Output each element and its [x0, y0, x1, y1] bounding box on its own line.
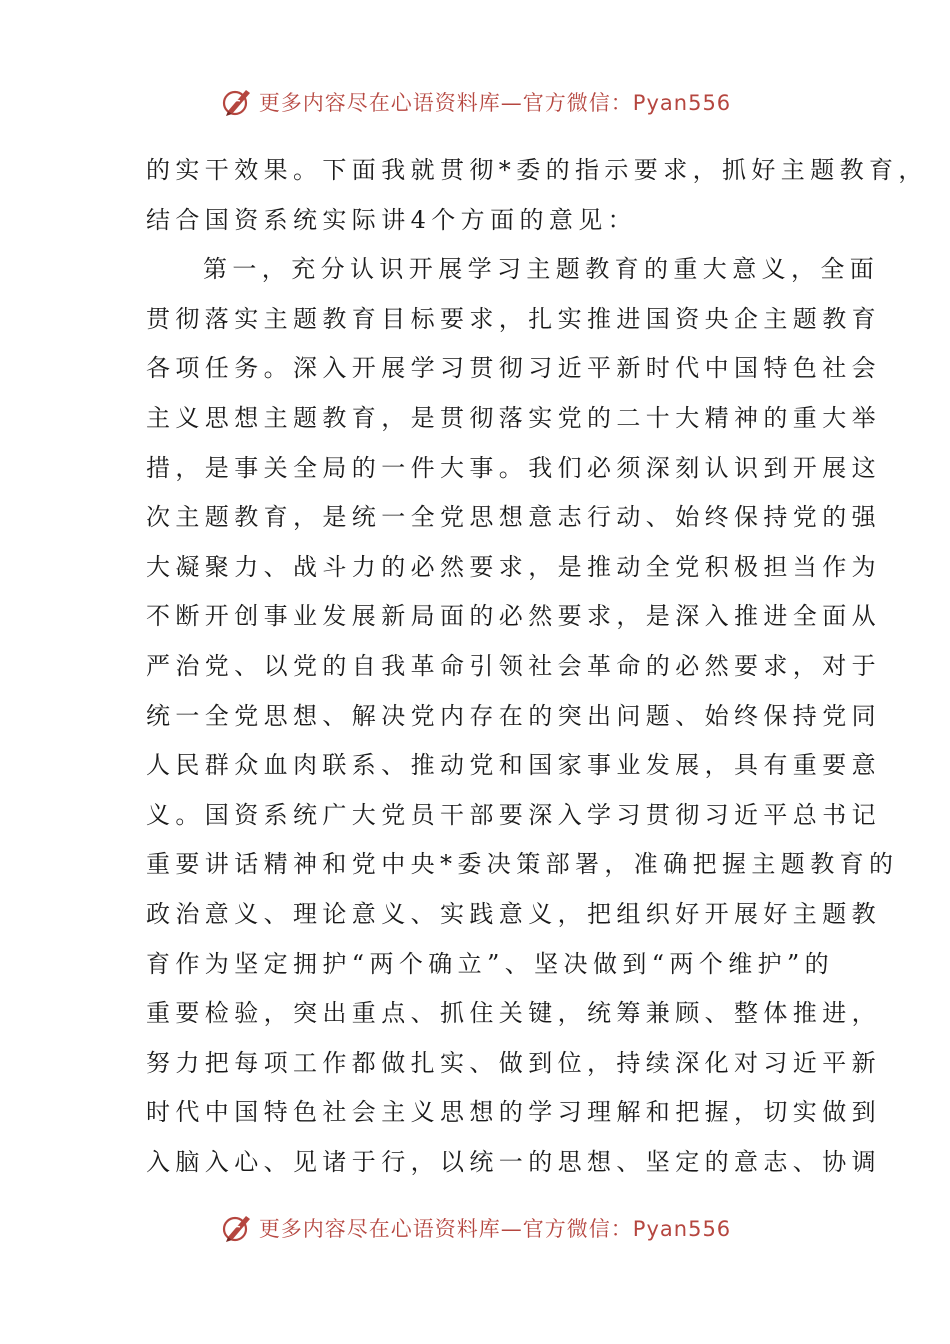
pen-logo-icon	[219, 1210, 255, 1246]
watermark-text: 更多内容尽在心语资料库—官方微信：Pyan556	[258, 91, 732, 115]
footer-watermark-banner	[0, 1208, 950, 1248]
text-line: 次主题教育，是统一全党思想意志行动、始终保持党的强	[146, 503, 881, 532]
watermark-text: 更多内容尽在心语资料库—官方微信：Pyan556	[258, 1217, 732, 1241]
paragraph	[146, 146, 928, 245]
text-line: 重要讲话精神和党中央*委决策部署，准确把握主题教育的	[146, 850, 899, 879]
text-line: 大凝聚力、战斗力的必然要求，是推动全党积极担当作为	[146, 552, 881, 581]
document-body	[146, 146, 928, 1187]
text-line: 第一，充分认识开展学习主题教育的重大意义，全面	[203, 255, 880, 284]
text-line: 不断开创事业发展新局面的必然要求，是深入推进全面从	[146, 602, 881, 631]
paragraph	[146, 245, 899, 1187]
text-line: 贯彻落实主题教育目标要求，扎实推进国资央企主题教育	[146, 304, 881, 333]
text-line: 统一全党思想、解决党内存在的突出问题、始终保持党同	[146, 701, 881, 730]
pen-logo-icon	[219, 84, 255, 120]
text-line: 的实干效果。下面我就贯彻*委的指示要求，抓好主题教育，	[146, 156, 928, 184]
text-line: 努力把每项工作都做扎实、做到位，持续深化对习近平新	[146, 1048, 881, 1077]
text-line: 严治党、以党的自我革命引领社会革命的必然要求，对于	[146, 651, 881, 680]
text-line: 政治意义、理论意义、实践意义，把组织好开展好主题教	[146, 899, 881, 928]
text-line: 各项任务。深入开展学习贯彻习近平新时代中国特色社会	[146, 354, 881, 383]
text-line: 人民群众血肉联系、推动党和国家事业发展，具有重要意	[146, 751, 881, 780]
text-line: 义。国资系统广大党员干部要深入学习贯彻习近平总书记	[146, 800, 881, 829]
header-watermark-banner	[0, 82, 950, 122]
text-line: 时代中国特色社会主义思想的学习理解和把握，切实做到	[146, 1098, 881, 1127]
text-line: 结合国资系统实际讲4个方面的意见：	[146, 205, 638, 234]
text-line: 育作为坚定拥护“两个确立”、坚决做到“两个维护”的	[146, 949, 835, 978]
text-line: 重要检验，突出重点、抓住关键，统筹兼顾、整体推进，	[146, 999, 881, 1028]
text-line: 入脑入心、见诸于行，以统一的思想、坚定的意志、协调	[146, 1147, 881, 1176]
text-line: 措，是事关全局的一件大事。我们必须深刻认识到开展这	[146, 453, 881, 482]
text-line: 主义思想主题教育，是贯彻落实党的二十大精神的重大举	[146, 403, 881, 432]
